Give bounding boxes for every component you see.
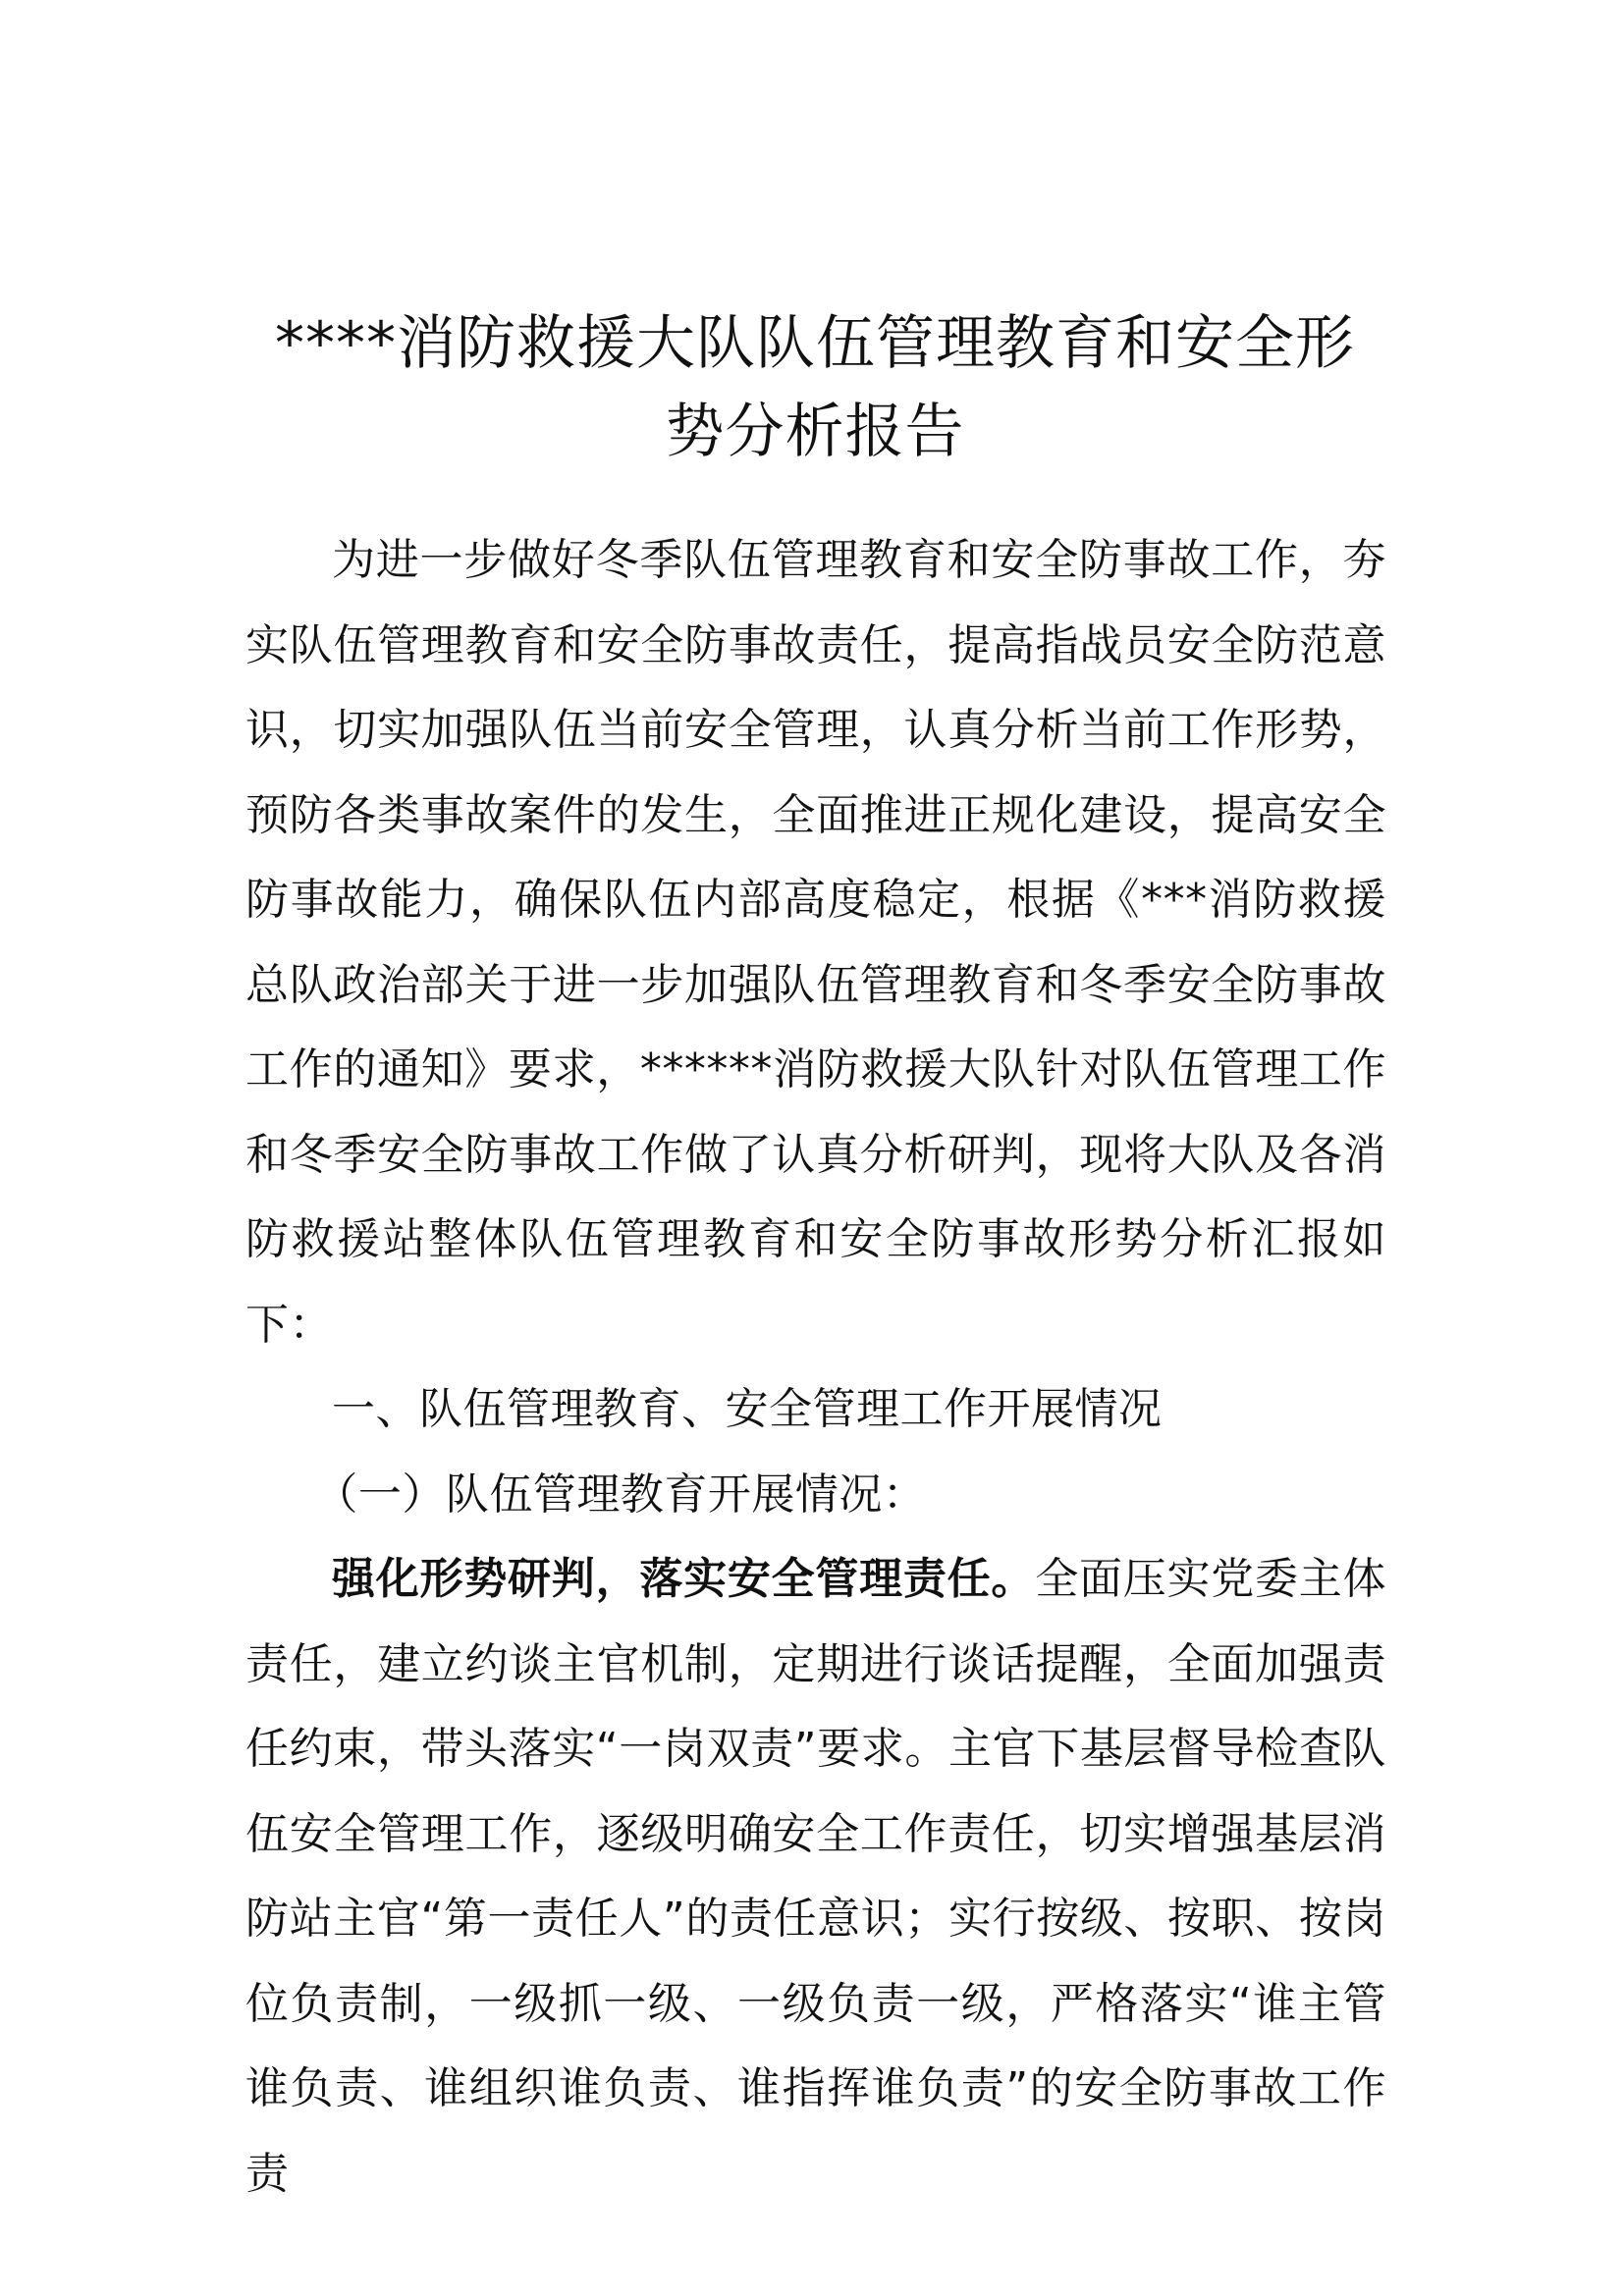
subsection-heading-1: （一）队伍管理教育开展情况： bbox=[314, 1468, 927, 1520]
document-title: ****消防救援大队队伍管理教育和安全形势分析报告 bbox=[275, 309, 1355, 466]
intro-paragraph: 为进一步做好冬季队伍管理教育和安全防事故工作，夯实队伍管理教育和安全防事故责任，提高指战员安全防范意识，切实加强队伍当前安全管理，认真分析当前工作形势，预防各类事故案件的发生，全面推进正规化建设，提高安全防事故能力，确保队伍内部高度稳定，根据《***消防救援总队政治部关于进一步加强队伍管理教育和冬季安全防事故工作的通知》要求，******消防救援大队针对队伍管理工作和冬季安全防事故工作做了认真分析研判，现将大队及各消防救援站整体队伍管理教育和安全防事故形势分析汇报如下： bbox=[245, 535, 1386, 1350]
section-heading-1: 一、队伍管理教育、安全管理工作开展情况 bbox=[332, 1384, 1163, 1434]
paragraph-body-text: 全面压实党委主体责任，建立约谈主官机制，定期进行谈话提醒，全面加强责任约束，带头落实“一岗双责”要求。主官下基层督导检查队伍安全管理工作，逐级明确安全工作责任，切实增强基层消防站主官“第一责任人”的责任意识；实行按级、按职、按岗位负责制，一级抓一级、一级负责一级，严格落实“谁主管谁负责、谁组织谁负责、谁指挥谁负责”的安全防事故工作责 bbox=[245, 1554, 1387, 2199]
document-body bbox=[245, 518, 1386, 2216]
paragraph-lead-bold: 强化形势研判，落实安全管理责任。 bbox=[332, 1554, 1036, 1604]
responsibility-paragraph bbox=[245, 1537, 1386, 2216]
